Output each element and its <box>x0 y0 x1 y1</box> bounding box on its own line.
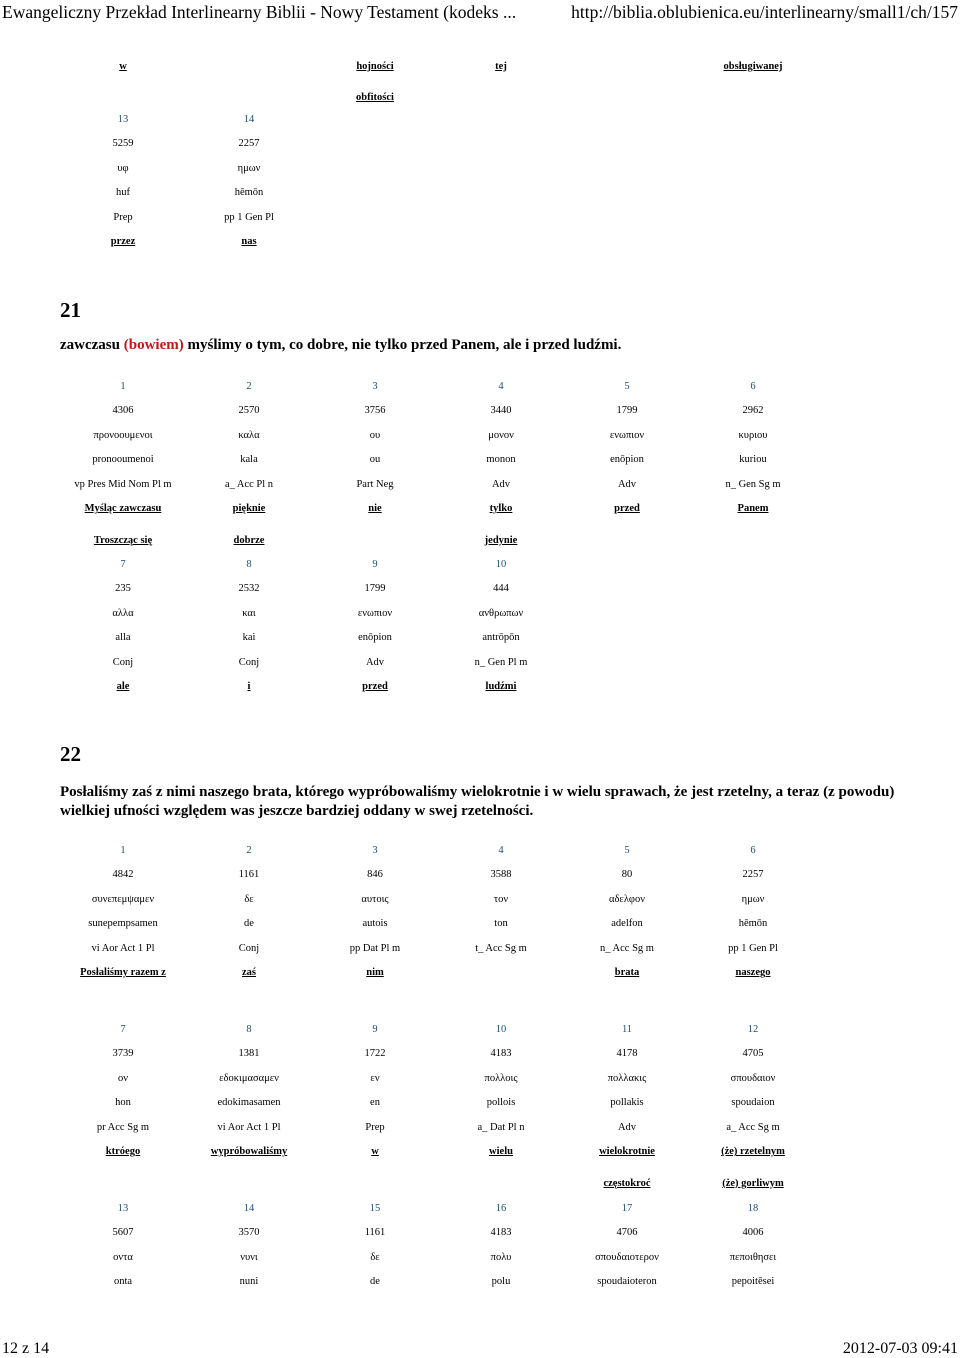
interlinear-row-translation <box>60 1140 816 1165</box>
word-number: 3 <box>372 844 378 856</box>
morphology: pp 1 Gen Pl <box>728 942 778 954</box>
interlinear-row-word-number <box>60 552 816 577</box>
word-number: 11 <box>621 1023 633 1035</box>
word-number: 7 <box>120 1023 126 1035</box>
page-counter: 12 z 14 <box>2 1340 50 1357</box>
greek-word-link[interactable]: κυριου <box>738 429 768 441</box>
translation-link[interactable]: nas <box>241 236 257 248</box>
greek-word-link[interactable]: πολλοις <box>484 1072 518 1084</box>
interlinear-block-v22-b <box>60 1017 816 1196</box>
morphology: pp 1 Gen Pl <box>224 211 274 223</box>
interlinear-row-greek-word <box>60 423 816 448</box>
transliteration: alla <box>115 632 131 644</box>
transliteration: pollakis <box>610 1097 644 1109</box>
morphology: Conj <box>238 656 260 668</box>
strong-number: 3756 <box>364 405 386 417</box>
translation-link[interactable]: obsługiwanej <box>723 60 783 72</box>
word-number: 17 <box>621 1202 633 1214</box>
translation-link[interactable]: nim <box>366 967 384 979</box>
interlinear-row-transliteration <box>60 448 816 473</box>
word-number: 14 <box>243 113 255 125</box>
transliteration: hon <box>115 1097 131 1109</box>
word-number: 13 <box>117 1202 129 1214</box>
greek-word-link[interactable]: δε <box>244 893 254 905</box>
greek-word-link[interactable]: ημων <box>237 162 261 174</box>
alt-translation-link[interactable]: Troszcząc się <box>93 534 153 546</box>
strong-number: 444 <box>493 583 509 595</box>
strong-number: 2532 <box>238 583 260 595</box>
greek-word-link[interactable]: σπουδαιον <box>730 1072 776 1084</box>
translation-link[interactable]: nie <box>368 503 382 515</box>
transliteration: monon <box>486 454 516 466</box>
interlinear-row-morphology <box>60 936 816 961</box>
transliteration: spoudaioteron <box>597 1276 657 1288</box>
translation-link[interactable]: i <box>247 681 251 693</box>
transliteration: antrōpōn <box>482 632 520 644</box>
word-number: 10 <box>495 1023 507 1035</box>
translation-link[interactable]: w <box>119 60 127 72</box>
transliteration: kala <box>240 454 258 466</box>
word-number: 3 <box>372 380 378 392</box>
strong-number: 2257 <box>742 869 764 881</box>
interlinear-row-morphology <box>60 650 816 675</box>
morphology: Conj <box>112 656 134 668</box>
word-number: 13 <box>117 113 129 125</box>
word-number: 18 <box>747 1202 759 1214</box>
greek-word-link[interactable]: πεποιθησει <box>729 1251 777 1263</box>
word-number: 4 <box>498 380 504 392</box>
transliteration: ton <box>494 918 508 930</box>
interlinear-row-translation <box>60 230 816 255</box>
alt-translation-link[interactable]: częstokroć <box>603 1177 651 1189</box>
alt-translation-link[interactable]: (że) gorliwym <box>722 1177 784 1189</box>
morphology: n_ Gen Pl m <box>474 656 528 668</box>
translation-link[interactable]: zaś <box>242 967 256 979</box>
greek-word-link[interactable]: τον <box>493 893 509 905</box>
morphology: Prep <box>365 1121 385 1133</box>
transliteration: kai <box>242 632 256 644</box>
word-number: 14 <box>243 1202 255 1214</box>
transliteration: onta <box>113 1276 133 1288</box>
greek-word-link[interactable]: νυνι <box>240 1251 258 1263</box>
transliteration: hēmōn <box>738 918 768 930</box>
transliteration: pepoitēsei <box>731 1276 775 1288</box>
strong-number: 1722 <box>364 1048 386 1060</box>
strong-number: 3588 <box>490 869 512 881</box>
word-number: 16 <box>495 1202 507 1214</box>
morphology: Prep <box>113 211 133 223</box>
word-number: 6 <box>750 380 756 392</box>
interlinear-block-v20-end <box>60 107 816 254</box>
strong-number: 2257 <box>238 138 260 150</box>
verse-text: zawczasu (bowiem) myślimy o tym, co dobre, nie tylko przed Panem, ale i przed ludźmi. <box>60 337 622 353</box>
translation-link[interactable]: wielokrotnie <box>599 1146 655 1158</box>
greek-word-link[interactable]: ενωπιον <box>609 429 645 441</box>
translation-link[interactable]: wielu <box>489 1146 513 1158</box>
alt-translation-link[interactable]: obfitości <box>356 92 394 104</box>
interlinear-row-strong-number <box>60 399 816 424</box>
interlinear-row-word-number <box>60 1017 816 1042</box>
morphology: vp Pres Mid Nom Pl m <box>74 478 172 490</box>
transliteration: enōpion <box>358 632 392 644</box>
strong-number: 1381 <box>238 1048 260 1060</box>
word-number: 8 <box>246 558 252 570</box>
morphology: n_ Acc Sg m <box>600 942 654 954</box>
interlinear-row-morphology <box>60 205 816 230</box>
interlinear-row-alt-translation <box>60 1171 816 1196</box>
greek-word-link[interactable]: αλλα <box>112 607 134 619</box>
morphology: pp Dat Pl m <box>349 942 401 954</box>
translation-link[interactable]: brata <box>614 967 640 979</box>
strong-number: 1161 <box>238 869 260 881</box>
transliteration: polu <box>491 1276 511 1288</box>
page-header-title: Ewangeliczny Przekład Interlinearny Biblii - Nowy Testament (kodeks ... <box>2 2 517 22</box>
strong-number: 4178 <box>616 1048 638 1060</box>
transliteration: hēmōn <box>234 187 264 199</box>
morphology: pr Acc Sg m <box>96 1121 150 1133</box>
interlinear-row-morphology <box>60 472 816 497</box>
transliteration: kuriou <box>739 454 767 466</box>
greek-word-link[interactable]: ον <box>118 1072 128 1084</box>
transliteration: huf <box>116 187 130 199</box>
greek-word-link[interactable]: ημων <box>741 893 765 905</box>
word-number: 7 <box>120 558 126 570</box>
morphology: Adv <box>365 656 385 668</box>
word-number: 6 <box>750 844 756 856</box>
word-number: 10 <box>495 558 507 570</box>
morphology: a_ Acc Pl n <box>224 478 274 490</box>
word-number: 5 <box>624 380 630 392</box>
word-number: 8 <box>246 1023 252 1035</box>
strong-number: 4183 <box>490 1048 512 1060</box>
transliteration: nuni <box>239 1276 259 1288</box>
morphology: Conj <box>238 942 260 954</box>
greek-word-link[interactable]: σπουδαιοτερον <box>595 1251 659 1263</box>
translation-link[interactable]: ktróego <box>105 1146 141 1158</box>
morphology: Adv <box>617 478 637 490</box>
transliteration: de <box>244 918 254 930</box>
greek-word-link[interactable]: δε <box>370 1251 380 1263</box>
morphology: a_ Acc Sg m <box>726 1121 780 1133</box>
transliteration: edokimasamen <box>217 1097 281 1109</box>
transliteration: en <box>370 1097 380 1109</box>
morphology: n_ Gen Sg m <box>725 478 781 490</box>
page-header-url: http://biblia.oblubienica.eu/interlinearny/small1/ch/157 <box>571 2 958 22</box>
interlinear-block-v21-b <box>60 552 816 699</box>
strong-number: 3739 <box>112 1048 134 1060</box>
greek-word-link[interactable]: πολυ <box>490 1251 512 1263</box>
interlinear-row-word-number <box>60 1196 816 1221</box>
interlinear-row-word-number <box>60 838 816 863</box>
strong-number: 4006 <box>742 1227 764 1239</box>
strong-number: 4306 <box>112 405 134 417</box>
alt-translation-link[interactable]: jedynie <box>484 534 518 546</box>
strong-number: 1799 <box>364 583 386 595</box>
greek-word-link[interactable]: και <box>242 607 256 619</box>
strong-number: 846 <box>367 869 383 881</box>
transliteration: de <box>370 1276 380 1288</box>
interlinear-block-top <box>60 54 816 110</box>
word-number: 12 <box>747 1023 759 1035</box>
word-number: 9 <box>372 558 378 570</box>
strong-number: 5259 <box>112 138 134 150</box>
interlinear-block-v22-a <box>60 838 816 985</box>
translation-link[interactable]: naszego <box>735 967 771 979</box>
translation-link[interactable]: tylko <box>489 503 513 515</box>
translation-link[interactable]: hojności <box>356 60 394 72</box>
greek-word-link[interactable]: αδελφον <box>608 893 645 905</box>
greek-word-link[interactable]: ανθρωπων <box>478 607 524 619</box>
strong-number: 5607 <box>112 1227 134 1239</box>
greek-word-link[interactable]: εδοκιμασαμεν <box>219 1072 279 1084</box>
strong-number: 4842 <box>112 869 134 881</box>
translation-link[interactable]: przez <box>110 236 136 248</box>
interlinear-row-translation <box>60 54 816 79</box>
strong-number: 2962 <box>742 405 764 417</box>
word-number: 5 <box>624 844 630 856</box>
word-number: 4 <box>498 844 504 856</box>
transliteration: enōpion <box>610 454 644 466</box>
interlinear-row-strong-number <box>60 863 816 888</box>
translation-link[interactable]: pięknie <box>232 503 266 515</box>
morphology: t_ Acc Sg m <box>475 942 527 954</box>
interlinear-row-transliteration <box>60 626 816 651</box>
greek-word-link[interactable]: προνοουμενοι <box>93 429 153 441</box>
interlinear-row-strong-number <box>60 1042 816 1067</box>
morphology: Adv <box>491 478 511 490</box>
transliteration: adelfon <box>611 918 643 930</box>
translation-link[interactable]: wypróbowaliśmy <box>210 1146 288 1158</box>
transliteration: autois <box>362 918 388 930</box>
interlinear-block-v22-c <box>60 1196 816 1294</box>
interlinear-row-greek-word <box>60 601 816 626</box>
strong-number: 1161 <box>364 1227 386 1239</box>
strong-number: 4183 <box>490 1227 512 1239</box>
interlinear-row-alt-translation <box>60 528 816 553</box>
interlinear-row-word-number <box>60 107 816 132</box>
greek-word-link[interactable]: ου <box>369 429 381 441</box>
greek-word-link[interactable]: μονον <box>488 429 514 441</box>
strong-number: 4705 <box>742 1048 764 1060</box>
greek-word-link[interactable]: ενωπιον <box>357 607 393 619</box>
interlinear-row-morphology <box>60 1115 816 1140</box>
greek-word-link[interactable]: πολλακις <box>607 1072 647 1084</box>
verse-insertion: (bowiem) <box>123 337 184 353</box>
greek-word-link[interactable]: οντα <box>113 1251 133 1263</box>
word-number: 2 <box>246 844 252 856</box>
greek-word-link[interactable]: καλα <box>238 429 260 441</box>
translation-link[interactable]: Panem <box>737 503 769 515</box>
interlinear-row-transliteration <box>60 181 816 206</box>
morphology: vi Aor Act 1 Pl <box>217 1121 281 1133</box>
interlinear-row-strong-number <box>60 132 816 157</box>
interlinear-block-v21-a <box>60 374 816 553</box>
greek-word-link[interactable]: υφ <box>117 162 129 174</box>
greek-word-link[interactable]: εν <box>370 1072 380 1084</box>
verse-number: 22 <box>60 742 81 766</box>
strong-number: 80 <box>621 869 633 881</box>
transliteration: pronooumenoi <box>92 454 154 466</box>
strong-number: 4706 <box>616 1227 638 1239</box>
greek-word-link[interactable]: συνεπεμψαμεν <box>91 893 155 905</box>
morphology: a_ Dat Pl n <box>477 1121 525 1133</box>
morphology: Part Neg <box>356 478 394 490</box>
morphology: Adv <box>617 1121 637 1133</box>
translation-link[interactable]: tej <box>495 60 507 72</box>
interlinear-row-translation <box>60 961 816 986</box>
translation-link[interactable]: Posłaliśmy razem z <box>80 967 166 979</box>
strong-number: 3570 <box>238 1227 260 1239</box>
interlinear-row-greek-word <box>60 1066 816 1091</box>
translation-link[interactable]: Myśląc zawczasu <box>84 503 162 515</box>
interlinear-row-translation <box>60 675 816 700</box>
verse-number: 21 <box>60 298 81 322</box>
transliteration: spoudaion <box>731 1097 775 1109</box>
word-number: 1 <box>120 844 126 856</box>
translation-link[interactable]: ale <box>116 681 130 693</box>
interlinear-row-greek-word <box>60 156 816 181</box>
translation-link[interactable]: przed <box>362 681 388 693</box>
strong-number: 2570 <box>238 405 260 417</box>
morphology: vi Aor Act 1 Pl <box>91 942 155 954</box>
page-datetime: 2012-07-03 09:41 <box>842 1340 958 1357</box>
strong-number: 1799 <box>616 405 638 417</box>
transliteration: pollois <box>486 1097 516 1109</box>
alt-translation-link[interactable]: dobrze <box>233 534 265 546</box>
word-number: 1 <box>120 380 126 392</box>
interlinear-row-translation <box>60 497 816 522</box>
interlinear-row-word-number <box>60 374 816 399</box>
transliteration: ou <box>369 454 381 466</box>
interlinear-row-greek-word <box>60 887 816 912</box>
word-number: 9 <box>372 1023 378 1035</box>
interlinear-row-transliteration <box>60 912 816 937</box>
translation-link[interactable]: w <box>371 1146 379 1158</box>
translation-link[interactable]: (że) rzetelnym <box>721 1146 785 1158</box>
translation-link[interactable]: ludźmi <box>485 681 517 693</box>
translation-link[interactable]: przed <box>614 503 640 515</box>
interlinear-row-strong-number <box>60 1221 816 1246</box>
interlinear-row-greek-word <box>60 1245 816 1270</box>
word-number: 15 <box>369 1202 381 1214</box>
transliteration: sunepempsamen <box>88 918 158 930</box>
interlinear-row-transliteration <box>60 1091 816 1116</box>
strong-number: 3440 <box>490 405 512 417</box>
verse-text: Posłaliśmy zaś z nimi naszego brata, którego wypróbowaliśmy wielokrotnie i w wielu sprawach, że jest rzetelny, a teraz (z powodu) wielkiej ufności względem was jeszcze bardziej oddany w swej rzetelności. <box>60 784 895 819</box>
word-number: 2 <box>246 380 252 392</box>
interlinear-row-transliteration <box>60 1270 816 1295</box>
interlinear-row-strong-number <box>60 577 816 602</box>
strong-number: 235 <box>115 583 131 595</box>
greek-word-link[interactable]: αυτοις <box>361 893 389 905</box>
